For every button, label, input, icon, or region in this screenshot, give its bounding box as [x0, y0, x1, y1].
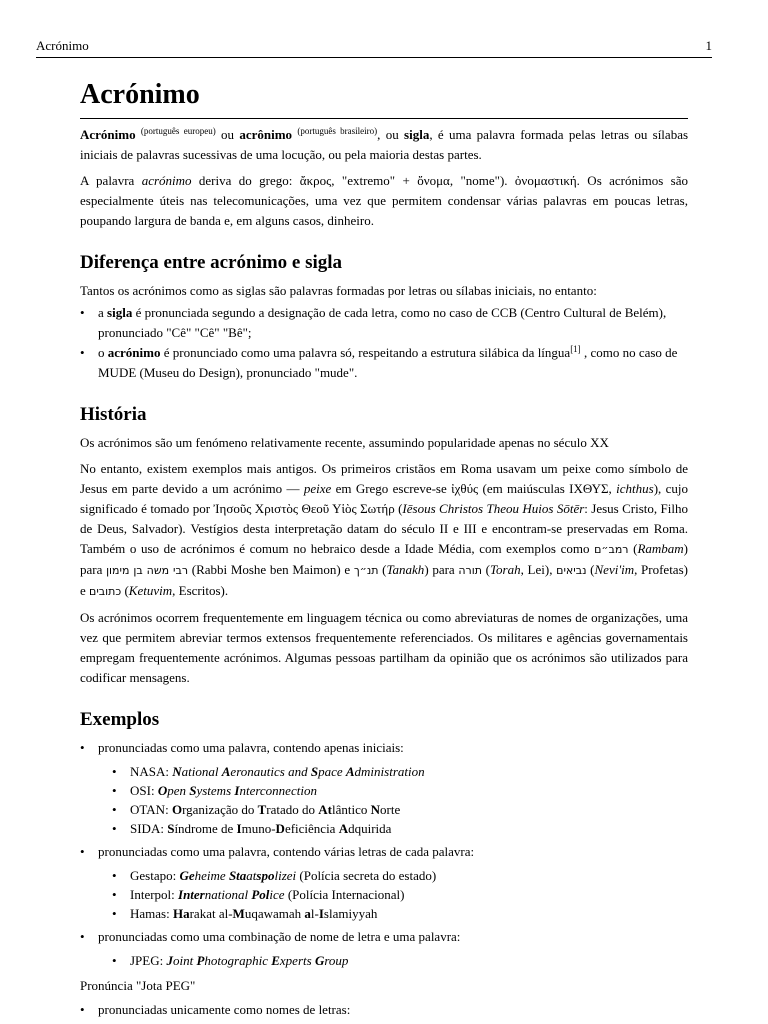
t: At: [318, 802, 332, 817]
bullet: •: [112, 764, 117, 779]
bullet: •: [112, 783, 117, 798]
t: nterconnection: [239, 783, 317, 798]
t: peixe: [303, 481, 332, 496]
sublist: [98, 866, 688, 923]
t: S: [167, 821, 175, 836]
t: Iēsous Christos Theou Huios Sōtēr: [402, 501, 585, 516]
t: spo: [256, 868, 275, 883]
diff2-post: , como no caso de MUDE (Museu do Design), pronunciado "mude".: [98, 345, 678, 380]
diff1-pre: a: [98, 305, 108, 320]
t: I: [234, 783, 240, 798]
list-item: [80, 927, 688, 970]
t: NASA:: [130, 764, 173, 779]
pronuncia-note: Pronúncia "Jota PEG": [80, 978, 196, 993]
note-pt-eu: (português europeu): [140, 126, 216, 136]
diff2-bold: acrónimo: [107, 345, 161, 360]
diff1-bold: sigla: [107, 305, 133, 320]
hebrew-text: תנ״ך: [353, 564, 379, 577]
diff-lead: Tantos os acrónimos como as siglas são palavras formadas por letras ou sílabas iniciais, no entanto:: [80, 283, 597, 298]
list-item: [98, 781, 688, 800]
t: eronautics and: [230, 764, 311, 779]
t: A: [345, 764, 355, 779]
diff2-pre: o: [98, 345, 108, 360]
bullet: •: [80, 305, 85, 320]
t: ratado do: [266, 802, 319, 817]
term-sigla: sigla: [404, 127, 430, 142]
t: Interpol:: [130, 887, 179, 902]
note-pt-br: (português brasileiro): [297, 126, 378, 136]
t: , Lei),: [520, 562, 557, 577]
heading-historia: História: [80, 404, 147, 425]
examples-list-2: [80, 1000, 688, 1020]
t: N: [172, 764, 182, 779]
list-item: [80, 1000, 688, 1020]
hist-p1: Os acrónimos são um fenómeno relativamente recente, assumindo popularidade apenas no século XX: [80, 435, 609, 450]
bullet: •: [80, 345, 85, 360]
t: SIDA:: [130, 821, 168, 836]
t: , Escritos).: [172, 583, 229, 598]
running-header-title: Acrónimo: [36, 38, 89, 53]
list-item: [98, 904, 688, 923]
t: uqawamah: [244, 906, 305, 921]
t: O: [171, 802, 183, 817]
running-header: [36, 38, 712, 54]
list-item: [80, 738, 688, 838]
t: xperts: [279, 953, 315, 968]
bullet: •: [112, 868, 117, 883]
sublist: [98, 951, 688, 970]
hist-p3: Os acrónimos ocorrem frequentemente em linguagem técnica ou como abreviaturas de nomes de organizações, uma vez que permitem abreviar termos extensos frequentemente referenciados. Os militares e agências governamentais empregam frequentemente acrónimos. Algumas pessoas partilham da opinião que os acrónimos são utilizados para codificar mensagens.: [80, 610, 688, 685]
intro-paragraph: [80, 125, 688, 165]
sublist: [98, 762, 688, 838]
t: Nevi'im: [594, 562, 635, 577]
t: hotographic: [204, 953, 272, 968]
page-title: Acrónimo: [80, 78, 688, 119]
t: dquirida: [348, 821, 392, 836]
intro-rest: , é uma palavra formada pelas letras ou sílabas iniciais de palavras sucessivas de uma locução, ou pela maioria destas partes.: [80, 127, 689, 162]
t: (: [482, 562, 491, 577]
bullet: •: [112, 906, 117, 921]
heading-exemplos: Exemplos: [80, 709, 160, 730]
t: (: [378, 562, 387, 577]
t: S: [310, 764, 319, 779]
bullet: •: [112, 953, 117, 968]
etym-t1: A palavra: [80, 173, 142, 188]
t: (Polícia secreta do estado): [296, 868, 437, 883]
t: Hamas:: [130, 906, 173, 921]
t: at: [246, 868, 257, 883]
t: (Polícia Internacional): [284, 887, 405, 902]
t: pace: [318, 764, 346, 779]
t: Rambam: [637, 541, 684, 556]
t: JPEG:: [130, 953, 167, 968]
t: N: [370, 802, 381, 817]
t: ), cujo significado é tomado por Ἰησοῦς Χριστὸς Θεοῦ Υἱὸς Σωτήρ (: [80, 481, 688, 516]
t: O: [157, 783, 168, 798]
bullet: •: [80, 844, 85, 859]
t: J: [166, 953, 173, 968]
term-acronimo: Acrónimo: [80, 127, 136, 142]
t: eficiência: [284, 821, 339, 836]
t: Pol: [251, 887, 270, 902]
t: Inter: [178, 887, 205, 902]
reference-link[interactable]: [1]: [570, 344, 581, 354]
t: I: [236, 821, 242, 836]
t: M: [232, 906, 245, 921]
t: rganização do: [182, 802, 258, 817]
etym-word: acrónimo: [141, 173, 192, 188]
t: ational: [181, 764, 222, 779]
t: muno-: [241, 821, 276, 836]
list-item: [98, 951, 688, 970]
t: A: [221, 764, 231, 779]
etymology-paragraph: [80, 171, 688, 231]
t: (: [628, 541, 638, 556]
heading-diferenca: Diferença entre acrónimo e sigla: [80, 252, 343, 273]
t: dministration: [354, 764, 425, 779]
t: (: [121, 583, 129, 598]
hebrew-text: תורה: [458, 564, 482, 577]
t: OSI:: [130, 783, 158, 798]
examples-list: [80, 738, 688, 970]
t: A: [338, 821, 349, 836]
list-item: [80, 303, 688, 343]
t: Ge: [179, 868, 195, 883]
t: (: [586, 562, 595, 577]
hebrew-text: רמב״ם: [594, 543, 629, 556]
t: slamiyyah: [323, 906, 378, 921]
t: pen: [167, 783, 190, 798]
t: P: [196, 953, 205, 968]
bullet: •: [80, 740, 85, 755]
diff-list: [80, 303, 688, 383]
t: Ketuvim: [128, 583, 173, 598]
list-item: [80, 343, 688, 383]
list-item: [98, 800, 688, 819]
t: Gestapo:: [130, 868, 180, 883]
list-item: [98, 866, 688, 885]
list-item: [80, 842, 688, 923]
hebrew-text: רבי משה בן מימון: [106, 564, 189, 577]
t: a: [304, 906, 311, 921]
list-item: [98, 885, 688, 904]
article-body: [80, 78, 688, 1020]
group-label: pronunciadas unicamente como nomes de letras:: [98, 1002, 351, 1017]
page-number: 1: [705, 38, 712, 53]
t: I: [318, 906, 324, 921]
t: lântico: [332, 802, 371, 817]
t: ichthus: [616, 481, 654, 496]
t: índrome de: [174, 821, 237, 836]
list-item: [98, 819, 688, 838]
t: : Jesus Cristo, Filho de Deus, Salvador). Vestígios desta interpretação datam do século II e III e encontram-se preservadas em Roma. Também o uso de acrónimos é comum no hebraico desde a Idade Média, com exemplos como: [80, 501, 688, 556]
group-label: pronunciadas como uma palavra, contendo apenas iniciais:: [98, 740, 404, 755]
t: ystems: [196, 783, 235, 798]
t: T: [257, 802, 267, 817]
hebrew-text: כתובים: [89, 585, 122, 598]
t: , Profetas) e: [80, 562, 688, 598]
t: G: [314, 953, 325, 968]
t: orte: [380, 802, 401, 817]
t: roup: [324, 953, 349, 968]
t: rakat al-: [189, 906, 233, 921]
t: OTAN:: [130, 802, 172, 817]
bullet: •: [80, 1002, 85, 1017]
t: ) para: [424, 562, 459, 577]
bullet: •: [112, 887, 117, 902]
list-item: [98, 762, 688, 781]
header-rule: [36, 57, 712, 58]
intro-or: ou: [215, 127, 240, 142]
t: Tanakh: [386, 562, 425, 577]
t: Torah: [490, 562, 521, 577]
bullet: •: [112, 802, 117, 817]
t: (Rabbi Moshe ben Maimon) e: [188, 562, 354, 577]
t: em Grego escreve-se ἰχθύς (em maiúsculas ΙΧΘΥΣ,: [331, 481, 617, 496]
t: heime: [194, 868, 229, 883]
t: ) para: [80, 541, 689, 577]
t: E: [271, 953, 280, 968]
bullet: •: [112, 821, 117, 836]
group-label: pronunciadas como uma combinação de nome de letra e uma palavra:: [98, 929, 461, 944]
diff1-post: é pronunciada segundo a designação de cada letra, como no caso de CCB (Centro Cultural de Belém), pronunciado "Cê" "Cê" "Bê";: [98, 305, 667, 340]
group-label: pronunciadas como uma palavra, contendo várias letras de cada palavra:: [98, 844, 475, 859]
t: national: [204, 887, 252, 902]
etym-t2: deriva do grego: ἄκρος, "extremo" + ὄνομα, "nome"). ὀνομαστική. Os acrónimos são especialmente úteis nas telecomunicações, uma vez que permitem condensar várias palavras em poucas letras, poupando largura de banda e, em alguns casos, dinheiro.: [80, 173, 688, 228]
bullet: •: [80, 929, 85, 944]
t: No entanto, existem exemplos mais antigos. Os primeiros cristãos em Roma usavam um peixe como símbolo de Jesus em parte devido a um acrónimo —: [80, 461, 688, 496]
t: Ha: [172, 906, 190, 921]
hist-p2: [80, 459, 688, 602]
diff2-mid: é pronunciado como uma palavra só, respeitando a estrutura silábica da língua: [160, 345, 571, 360]
t: S: [189, 783, 197, 798]
t: lizei: [274, 868, 297, 883]
t: oint: [172, 953, 197, 968]
t: l-: [310, 906, 319, 921]
t: ice: [269, 887, 285, 902]
t: D: [275, 821, 285, 836]
hebrew-text: נביאים: [556, 564, 587, 577]
t: Sta: [228, 868, 247, 883]
term-acronimo-br: acrônimo: [239, 127, 293, 142]
intro-mid: , ou: [377, 127, 405, 142]
